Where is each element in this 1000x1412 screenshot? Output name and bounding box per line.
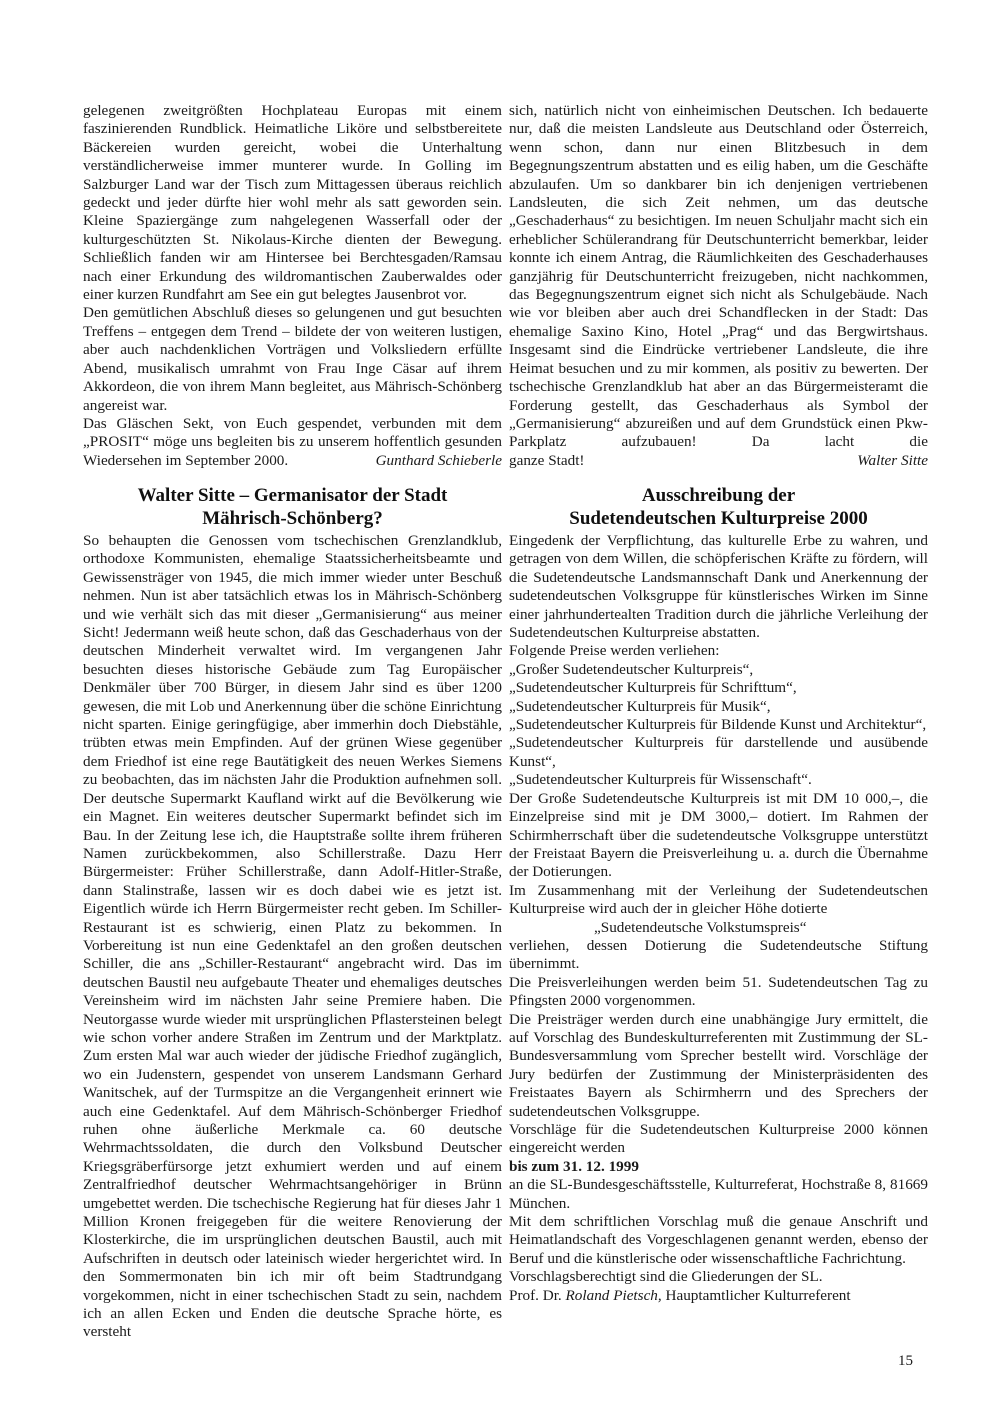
right-column-continued-article [509,102,928,470]
signature-line [509,452,928,470]
headline-line: Sudetendeutschen Kulturpreise 2000 [569,507,868,529]
paragraph-text: Das Gläschen Sekt, von Euch gespendet, verbunden mit dem „PROSIT“ möge uns begleiten bis zu unserem hoffentlich gesunden Wiedersehen im September 2000. [83,414,502,469]
submission-intro: Vorschläge für die Sudetendeutschen Kulturpreise 2000 können eingereicht werden [509,1121,928,1157]
paragraph: So behaupten die Genossen vom tschechischen Grenzlandklub, orthodoxe Kommunisten, ehemalige Staatssicherheitsbeamte und Gewissensträger von 1945, die mich immer wieder unter Beschuß nehmen. Nun ist aber tatsächlich etwas los in Mährisch-Schönberg und wie verhält sich das mit dieser „Germanisierung“ aus meiner Sicht! Jedermann weiß heute schon, daß das Geschaderhaus von der deutschen Minderheit verwaltet wird. Im vergangenen Jahr besuchten dieses historische Gebäude zum Tag Europäischer Denkmäler über 700 Bürger, in diesem Jahr sind es über 1200 gewesen, die mit Lob und Anerkennung über die schöne Einrichtung nicht sparten. Einige geringfügige, aber immerhin doch Diebstähle, trübten etwas mein Empfinden. Auf der grünen Wiese gegenüber dem Friedhof ist eine rege Bautätigkeit des neuen Werkes Siemens zu beobachten, das im nächsten Jahr die Produktion aufnehmen soll. Der deutsche Supermarkt Kaufland wirkt auf die Bevölkerung wie ein Magnet. Ein weiteres deutscher Supermarkt befindet sich im Bau. In der Zeitung lese ich, die Hauptstraße sollte ihrem früheren Namen zurückbekommen, also Schillerstraße. Dazu Herr Bürgermeister: Früher Schillerstraße, dann Adolf-Hitler-Straße, dann Stalinstraße, lassen wir es doch dabei wie es jetzt ist. Eigentlich würde ich Herrn Bürgermeister recht geben. Im Schiller-Restaurant ist es schwierig, einen Platz zu bekommen. In Vorbereitung ist nun eine Gedenktafel an den großen deutschen Schiller, die ans „Schiller-Restaurant“ angebracht wird. Das im deutschen Baustil neu aufgebaute Theater und ehemaliges deutsches Vereinsheim wird im nächsten Jahr seine Premiere haben. Die Neutorgasse wurde wieder mit ursprünglichen Pflastersteinen belegt wie schon vorher andere Straßen im Zentrum und der Marktplatz. Zum ersten Mal war auch wieder der jüdische Friedhof zugänglich, wo ein Judenstern, gespendet von unserem Landsmann Gerhard Wanitschek, auf der Turmspitze an die Vergangenheit erinnert wie auch eine Gedenktafel. Auf dem Mährisch-Schönberger Friedhof ruhen ohne äußerliche Merkmale ca. 60 deutsche Wehrmachtssoldaten, die durch den Volksbund Deutscher Kriegsgräberfürsorge jetzt exhumiert werden und auf einem Zentralfriedhof deutscher Wehrmachtsangehöriger in Brünn umgebettet werden. Die tschechische Regierung hat für dieses Jahr 1 Million Kronen freigegeben für die weitere Renovierung der Klosterkirche, die im ursprünglichen deutschen Baustil, auch mit Aufschriften in deutsch oder lateinisch wieder hergerichtet wird. In den Sommermonaten bin ich mir oft beim Stadtrundgang vorgekommen, nicht in einer tschechischen Stadt zu sein, nachdem ich an allen Ecken und Enden die deutsche Sprache hörte, es versteht [83,532,502,1341]
signature-prefix: Prof. Dr. [509,1286,562,1304]
author-signature: Walter Sitte [857,451,928,469]
article-headline-kulturpreise [509,485,928,530]
prize-item: „Sudetendeutscher Kulturpreis für darstellende und ausübende Kunst“, [509,734,928,770]
prize-item: „Sudetendeutscher Kulturpreis für Wissenschaft“. [509,771,812,789]
address-paragraph: an die SL-Bundesgeschäftsstelle, Kulturreferat, Hochstraße 8, 81669 München. [509,1176,928,1212]
article-body-kulturpreise [509,532,928,1305]
article-body-walter-sitte [83,532,502,1342]
headline-line: Walter Sitte – Germanisator der Stadt [137,485,448,506]
page-number: 15 [898,1353,913,1369]
paragraph: Den gemütlichen Abschluß dieses so gelungenen und gut besuchten Treffens – entgegen dem Trend – bildete der von weiteren lustigen, aber auch nachdenklichen Vorträgen und Volksliedern erfüllte Abend, musikalisch umrahmt von Frau Inge Cäsar auf ihrem Akkordeon, die von ihrem Mann begleitet, aus Mährisch-Schönberg angereist war. [83,304,502,414]
author-signature: Gunthard Schieberle [375,451,502,469]
headline-line: Mährisch-Schönberg? [202,507,383,529]
left-column-continued-article [83,102,502,470]
jury-paragraph: Die Preisträger werden durch eine unabhängige Jury ermittelt, die auf Vorschlag des Bundeskulturreferenten mit Zustimmung der SL-Bundesversammlung vom Sprecher bestellt wird. Vorschläge der Jury bedürfen der Zustimmung der Ministerpräsidenten des Freistaates Bayern als Schirmherrn und des Sprechers der sudetendeutschen Volksgruppe. [509,1010,928,1120]
prizes-intro: Folgende Preise werden verliehen: [509,642,720,660]
prize-item: „Sudetendeutscher Kulturpreis für Schrifttum“, [509,679,797,697]
volkstum-intro: Im Zusammenhang mit der Verleihung der Sudetendeutschen Kulturpreise wird auch der in gleicher Höhe dotierte [509,881,928,918]
intro-paragraph: Eingedenk der Verpflichtung, das kulturelle Erbe zu wahren, und getragen von dem Willen, die schöpferischen Kräfte zu fördern, will die Sudetendeutsche Landsmannschaft Dank und Anerkennung der sudetendeutschen Volksgruppe für künstlerisches Wirken im Sinne einer jahrhundertealten Tradition durch die jährliche Verleihung der Sudetendeutschen Kulturpreise abstatten. [509,532,928,642]
author-signature [509,1287,928,1305]
requirements-paragraph: Mit dem schriftlichen Vorschlag muß die genaue Anschrift und Heimatlandschaft des Vorgeschlagenen genannt werden, ebenso der Beruf und die künstlerische oder wissenschaftliche Fachrichtung. [509,1213,928,1267]
signature-name: Roland Pietsch, [565,1286,662,1304]
prize-list [509,661,928,790]
signature-title: Hauptamtlicher Kulturreferent [665,1286,851,1304]
article-headline-walter-sitte [83,485,502,530]
endowment-paragraph: Der Große Sudetendeutsche Kulturpreis ist mit DM 10 000,–, die Einzelpreise sind mit je DM 3000,– dotiert. Im Rahmen der Schirmherrschaft über die sudetendeutsche Volksgruppe unterstützt der Freistaat Bayern die Preisverleihung u. a. durch die Übernahme der Dotierungen. [509,789,928,881]
paragraph: sich, natürlich nicht von einheimischen Deutschen. Ich bedauerte nur, daß die meisten Landsleute aus Deutschland oder Österreich, wenn schon, dann nur einen Blitzbesuch in dem Begegnungszentrum abstatten und es eilig haben, um die Geschäfte abzulaufen. Um so dankbarer bin ich denjenigen vertriebenen Landsleuten, die sich Zeit nehmen, um das deutsche „Geschaderhaus“ zu besichtigen. Im neuen Schuljahr macht sich ein erheblicher Schülerandrang für Deutschunterricht bemerkbar, leider konnte ich einem Antrag, die Räumlichkeiten des Geschaderhauses ganzjährig für Deutschunterricht freizugeben, nicht nachkommen, das Begegnungszentrum eignet sich nicht als Schulgebäude. Nach wie vor bleiben aber auch drei Schandflecken in der Stadt: Das ehemalige Saxino Kino, Hotel „Prag“ und das Bergwirtshaus. Insgesamt sind die Eindrücke vertriebener Landsleute, die ihre Heimat besuchen und zu mir kommen, als positiv zu bewerten. Der tschechische Grenzlandklub hat aber an das Bürgermeisteramt die Forderung gestellt, das Geschaderhaus als Symbol der „Germanisierung“ abzureißen und auf dem Grundstück einen Pkw-Parkplatz aufzubauen! Da lacht die [509,102,928,451]
prize-item: „Großer Sudetendeutscher Kulturpreis“, [509,660,754,678]
volkstum-outro: verliehen, dessen Dotierung die Sudetendeutsche Stiftung übernimmt. [509,936,928,973]
prize-item: „Sudetendeutscher Kulturpreis für Bildende Kunst und Architektur“, [509,716,927,734]
prize-item: „Sudetendeutscher Kulturpreis für Musik“, [509,697,771,715]
headline-line: Ausschreibung der [641,485,796,506]
paragraph: gelegenen zweitgrößten Hochplateau Europas mit einem faszinierenden Rundblick. Heimatliche Liköre und selbstbereitete Bäckereien wurden gereicht, wobei die Unterhaltung verständlicherweise immer munterer wurde. In Golling im Salzburger Land war der Tisch zum Mittagessen überaus reichlich gedeckt und jeder dürfte hier wohl mehr als satt geworden sein. Kleine Spaziergänge zum nahgelegenen Wasserfall oder der kulturgeschützten St. Nikolaus-Kirche dienten der Bewegung. Schließlich fanden wir am Hintersee bei Berchtesgaden/Ramsau nach einer Erkundung des wildromantischen Zauberwaldes oder einer kurzen Rundfahrt am See ein gut belegtes Jausenbrot vor. [83,102,502,304]
paragraph [83,415,502,470]
deadline: bis zum 31. 12. 1999 [509,1157,639,1175]
eligibility-paragraph: Vorschlagsberechtigt sind die Gliederungen der SL. [509,1268,823,1286]
volkstum-prize-name: „Sudetendeutsche Volkstumspreis“ [594,918,807,936]
closing-text: ganze Stadt! [509,451,585,469]
ceremony-paragraph: Die Preisverleihungen werden beim 51. Sudetendeutschen Tag zu Pfingsten 2000 vorgenommen. [509,973,928,1010]
